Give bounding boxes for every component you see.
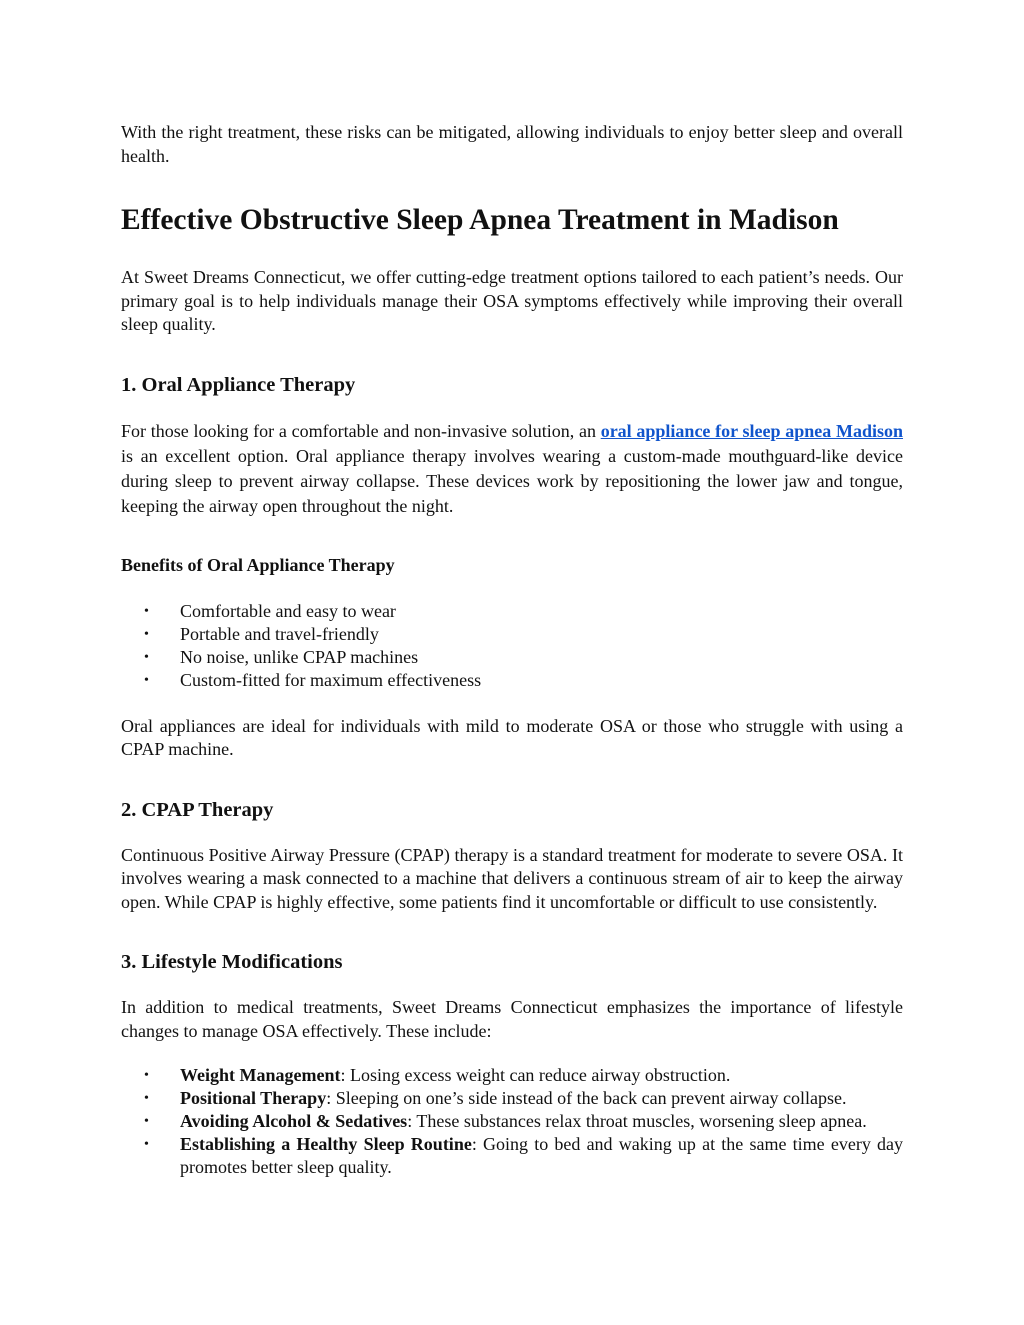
list-item <box>121 600 903 623</box>
oral-para-end: is an excellent option. Oral appliance therapy involves wearing a custom-made mouthguard-like device during sleep to prevent airway collapse. These devices work by repositioning the lower jaw and tongue, keeping the airway open throughout the night. <box>121 445 903 516</box>
bullet-icon: • <box>144 603 149 619</box>
lifestyle-intro-paragraph: In addition to medical treatments, Sweet Dreams Connecticut emphasizes the importance of lifestyle changes to manage OSA effectively. These include: <box>121 997 903 1041</box>
bullet-icon: • <box>144 1068 149 1083</box>
oral-therapy-paragraph <box>121 419 903 519</box>
list-item <box>121 623 903 646</box>
benefit-text: Portable and travel-friendly <box>180 623 379 644</box>
oral-para-start: For those looking for a comfortable and non-invasive solution, an <box>121 420 601 441</box>
bullet-icon: • <box>144 672 149 688</box>
oral-therapy-heading: 1. Oral Appliance Therapy <box>121 373 356 396</box>
list-item <box>121 646 903 669</box>
intro-paragraph: With the right treatment, these risks can be mitigated, allowing individuals to enjoy better sleep and overall health. <box>121 122 903 166</box>
cpap-heading: 2. CPAP Therapy <box>121 798 274 821</box>
oral-appliance-link[interactable]: oral appliance for sleep apnea Madison <box>600 420 904 441</box>
list-item <box>121 669 903 692</box>
bullet-icon: • <box>144 1091 149 1106</box>
lifestyle-desc: : Sleeping on one’s side instead of the back can prevent airway collapse. <box>326 1088 847 1108</box>
benefits-heading: Benefits of Oral Appliance Therapy <box>121 554 395 575</box>
bullet-icon: • <box>144 626 149 642</box>
list-item <box>121 1133 903 1179</box>
bullet-icon: • <box>144 649 149 665</box>
cpap-paragraph: Continuous Positive Airway Pressure (CPAP) therapy is a standard treatment for moderate to severe OSA. It involves wearing a mask connected to a machine that delivers a continuous stream of air to keep the airway open. While CPAP is highly effective, some patients find it uncomfortable or difficult to use consistently. <box>121 844 903 912</box>
lifestyle-term: Establishing a Healthy Sleep Routine <box>180 1134 472 1154</box>
list-item <box>121 1087 903 1110</box>
lifestyle-heading: 3. Lifestyle Modifications <box>121 951 343 973</box>
lifestyle-term: Avoiding Alcohol & Sedatives <box>180 1111 408 1131</box>
bullet-icon: • <box>144 1114 149 1129</box>
list-item <box>121 1064 903 1087</box>
oral-closing-paragraph: Oral appliances are ideal for individuals with mild to moderate OSA or those who struggle with using a CPAP machine. <box>121 715 903 759</box>
main-heading: Effective Obstructive Sleep Apnea Treatment in Madison <box>121 204 839 236</box>
main-intro-paragraph: At Sweet Dreams Connecticut, we offer cutting-edge treatment options tailored to each patient’s needs. Our primary goal is to help individuals manage their OSA symptoms effectively while improving their overall sleep quality. <box>121 267 903 334</box>
benefit-text: Comfortable and easy to wear <box>180 600 396 621</box>
bullet-icon: • <box>144 1137 149 1152</box>
lifestyle-desc: : Going to bed and waking up at the same time every day promotes better sleep quality. <box>180 1134 903 1177</box>
benefit-text: No noise, unlike CPAP machines <box>180 646 419 667</box>
benefit-text: Custom-fitted for maximum effectiveness <box>180 669 482 690</box>
lifestyle-desc: : Losing excess weight can reduce airway obstruction. <box>340 1065 731 1085</box>
lifestyle-term: Weight Management <box>180 1065 341 1085</box>
lifestyle-list <box>121 1064 903 1179</box>
lifestyle-desc: : These substances relax throat muscles, worsening sleep apnea. <box>407 1111 867 1131</box>
lifestyle-term: Positional Therapy <box>180 1088 327 1108</box>
benefits-list <box>121 600 903 692</box>
list-item <box>121 1110 903 1133</box>
document-page <box>121 121 903 1179</box>
